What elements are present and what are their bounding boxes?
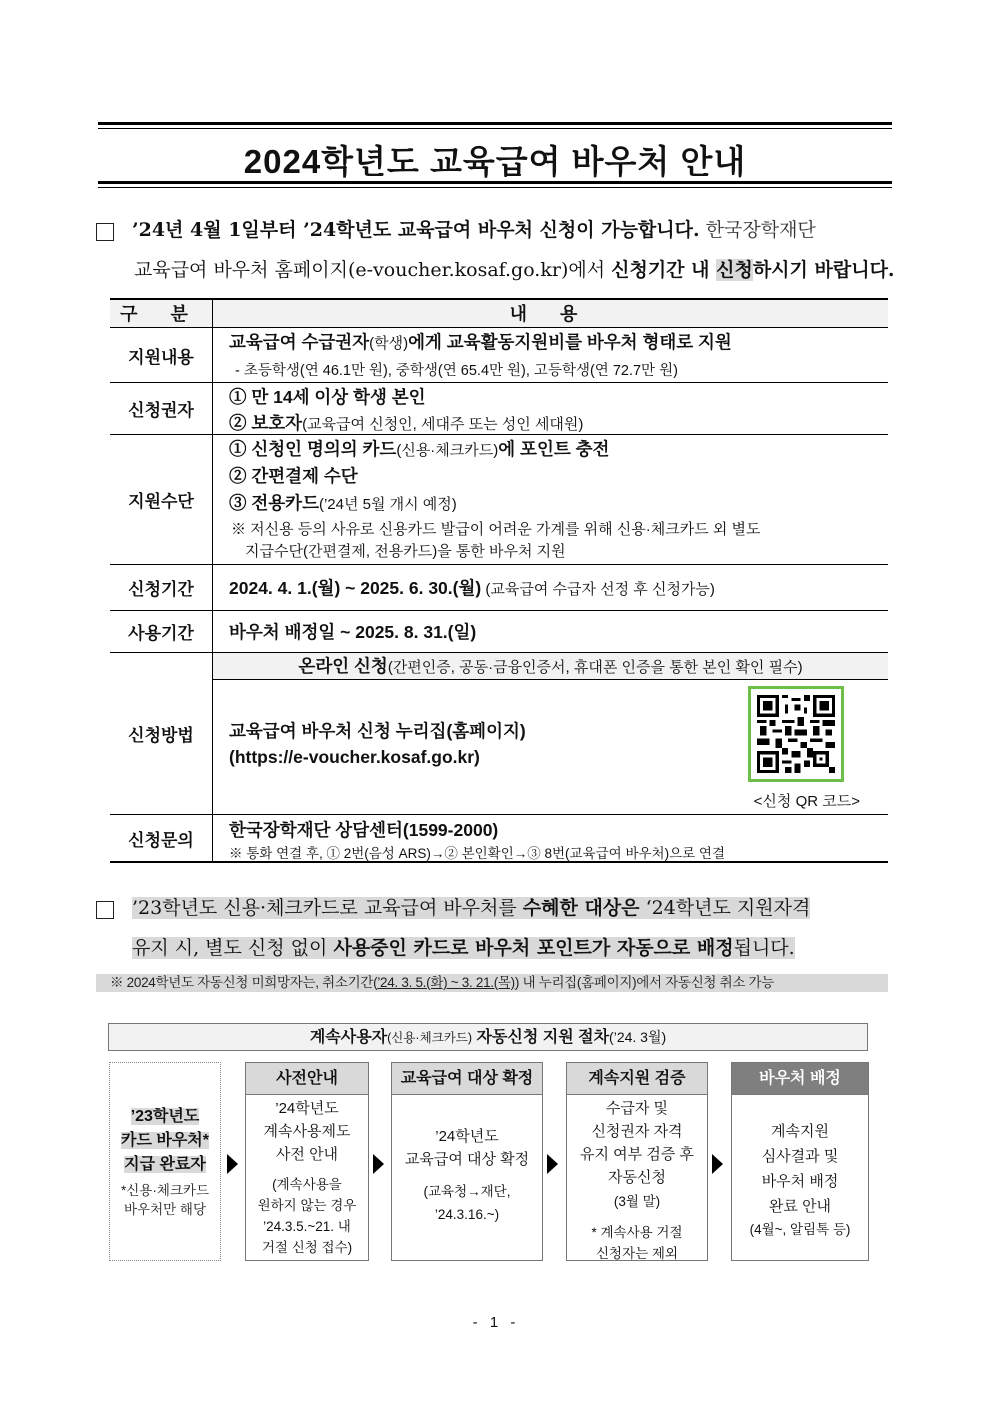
- usage-value: 바우처 배정일 ~ 2025. 8. 31.(일): [229, 622, 477, 642]
- auto-line-1-a: ’23학년도 신용·체크카드로 교육급여 바우처를: [132, 897, 523, 919]
- cancel-note-post: ) 내 누리집(홈페이지)에서 자동신청 취소 가능: [514, 975, 775, 990]
- info-table: [110, 298, 888, 863]
- row-label: 신청방법: [110, 653, 213, 814]
- means-item-1-bold: ① 신청인 명의의 카드: [229, 439, 397, 459]
- step-note: 거절 신청 접수): [261, 1240, 353, 1255]
- support-main-bold-2: 에게 교육활동지원비를 바우처 형태로 지원: [408, 332, 732, 352]
- auto-line-1-highlight: [132, 897, 810, 919]
- title-rule-top: [98, 122, 892, 125]
- row-usage: [110, 611, 888, 653]
- header-category: 구 분: [110, 300, 213, 327]
- title-rule-bottom-thin: [98, 187, 892, 188]
- title-rule-top-thin: [98, 128, 892, 129]
- start-note-1: *신용·체크카드: [121, 1183, 209, 1198]
- auto-line-2-a: 유지 시, 별도 신청 없이: [132, 937, 334, 959]
- title-rule-bottom: [98, 181, 892, 184]
- means-item-1: [229, 436, 609, 461]
- process-title: [108, 1023, 868, 1051]
- process-step-2: [391, 1062, 543, 1261]
- step-line: 계속지원: [771, 1123, 829, 1140]
- step-header: 계속지원 검증: [567, 1063, 707, 1095]
- step-line: 사전 안내: [275, 1146, 339, 1163]
- intro-line2-bold-tail: 하시기 바랍니다.: [752, 259, 895, 281]
- row-label: 신청기간: [110, 565, 213, 610]
- row-label: 신청문의: [110, 815, 213, 861]
- row-content: [213, 383, 888, 434]
- row-content: [213, 565, 888, 610]
- intro-line-2: [134, 252, 895, 288]
- auto-paragraph: [96, 890, 896, 966]
- step-note: (교육청→재단,: [423, 1184, 511, 1199]
- applicant-item-2: [229, 410, 583, 435]
- means-note-2: 지급수단(간편결제, 전용카드)을 통한 바우처 지원: [245, 543, 566, 560]
- support-sub: - 초등학생(연 46.1만 원), 중학생(연 65.4만 원), 고등학생(연 72.7만 원): [235, 363, 678, 379]
- row-inquiry: [110, 815, 888, 861]
- step-line: ’24학년도: [275, 1100, 339, 1117]
- qr-code-graphic: [757, 695, 835, 773]
- page-number: - 1 -: [472, 1314, 520, 1331]
- step-line: 바우처 배정: [761, 1173, 839, 1190]
- process-title-bold: 계속사용자: [309, 1029, 388, 1046]
- step-line: 수급자 및: [605, 1100, 669, 1117]
- step-body: [392, 1095, 542, 1225]
- applicant-item-2-small: (교육급여 신청인, 세대주 또는 성인 세대원): [302, 416, 584, 433]
- row-content: [213, 611, 888, 652]
- step-header: 사전안내: [246, 1063, 368, 1095]
- qr-caption: <신청 QR 코드>: [753, 793, 860, 810]
- auto-line-2-c: 됩니다.: [733, 937, 795, 959]
- step-line: 신청권자 자격: [591, 1123, 683, 1140]
- step-note: (4월~, 알림톡 등): [749, 1222, 851, 1237]
- intro-line-1: [132, 212, 816, 248]
- support-main: [229, 329, 732, 354]
- start-line-1: [110, 1105, 220, 1129]
- intro-paragraph: [96, 212, 896, 284]
- step-line: 계속사용제도: [263, 1123, 351, 1140]
- intro-bold-text: ’24년 4월 1일부터 ’24학년도 교육급여 바우처 신청이 가능합니다.: [132, 219, 700, 241]
- process-step-1: [245, 1062, 369, 1261]
- auto-line-1-c: ‘24학년도 지원자격: [639, 897, 811, 919]
- period-note: (교육급여 수급자 선정 후 신청가능): [481, 581, 715, 598]
- cancel-note: [96, 974, 888, 992]
- means-item-3-small: (’24년 5월 개시 예정): [318, 496, 457, 513]
- inquiry-note: ※ 통화 연결 후, ① 2번(음성 ARS)→② 본인확인→③ 8번(교육급여 바우처)으로 연결: [229, 846, 725, 861]
- step-line: 완료 안내: [768, 1198, 832, 1215]
- method-body: [213, 680, 888, 814]
- step-body: [732, 1095, 868, 1240]
- process-title-tail: (’24. 3월): [609, 1029, 667, 1045]
- applicant-item-1: ① 만 14세 이상 학생 본인: [229, 387, 426, 407]
- means-item-1-small: (신용·체크카드): [396, 442, 499, 459]
- support-main-small: (학생): [369, 335, 409, 352]
- step-note: * 계속사용 거절: [591, 1225, 683, 1240]
- process-step-3: [566, 1062, 708, 1261]
- row-applicant: [110, 383, 888, 435]
- title-block: [98, 122, 892, 190]
- auto-line-2-highlight: [132, 937, 795, 959]
- step-note: (3월 말): [613, 1194, 661, 1209]
- method-online-bold: 온라인 신청: [298, 656, 388, 676]
- arrow-right-icon: [227, 1154, 238, 1174]
- qr-code-icon[interactable]: [748, 686, 844, 782]
- means-item-3: [229, 490, 457, 515]
- process-start-box: [109, 1062, 221, 1261]
- means-item-1-bold-2: 에 포인트 충전: [498, 439, 610, 459]
- start-line-2-text: 카드 바우처*: [121, 1132, 209, 1149]
- auto-line-2: [132, 930, 795, 966]
- row-label: 지원수단: [110, 435, 213, 564]
- step-note: ’24.3.5.~21. 내: [263, 1219, 351, 1234]
- period-value: [229, 575, 715, 600]
- arrow-right-icon: [712, 1154, 723, 1174]
- start-note-2: 바우처만 해당: [124, 1202, 206, 1217]
- checkbox-icon: [96, 901, 114, 919]
- auto-line-1: [132, 890, 810, 926]
- auto-line-2-bold: 사용중인 카드로 바우처 포인트가 자동으로 배정: [333, 937, 734, 959]
- step-line: ’24학년도: [435, 1128, 499, 1145]
- row-content: [213, 653, 888, 814]
- method-site-name: 교육급여 바우처 신청 누리집(홈페이지): [229, 721, 526, 741]
- intro-rest-text: 한국장학재단: [699, 219, 816, 241]
- method-online-note: (간편인증, 공동·금융인증서, 휴대폰 인증을 통한 본인 확인 필수): [387, 659, 803, 676]
- applicant-item-2-bold: ② 보호자: [229, 413, 303, 433]
- step-body: [567, 1095, 707, 1264]
- row-content: [213, 435, 888, 564]
- arrow-right-icon: [373, 1154, 384, 1174]
- step-line: 심사결과 및: [761, 1148, 839, 1165]
- intro-line2-pre: 교육급여 바우처 홈페이지(e-voucher.kosaf.go.kr)에서: [134, 259, 612, 281]
- start-line-3-text: 지급 완료자: [124, 1156, 206, 1173]
- row-content: [213, 815, 888, 861]
- row-label: 사용기간: [110, 611, 213, 652]
- period-dates: 2024. 4. 1.(월) ~ 2025. 6. 30.(월): [229, 578, 482, 598]
- step-line: 유지 여부 검증 후: [580, 1146, 694, 1163]
- process-step-4: [731, 1062, 869, 1261]
- step-header: 바우처 배정: [732, 1063, 868, 1095]
- page-title: 2024학년도 교육급여 바우처 안내: [243, 143, 747, 180]
- cancel-note-pre: ※ 2024학년도 자동신청 미희망자는, 취소기간(: [110, 975, 378, 990]
- step-note: 신청자는 제외: [596, 1246, 678, 1261]
- start-line-3: [110, 1153, 220, 1177]
- support-main-bold: 교육급여 수급권자: [229, 332, 370, 352]
- row-label: 신청권자: [110, 383, 213, 434]
- step-line: 교육급여 대상 확정: [404, 1151, 530, 1168]
- step-note: ’24.3.16.~): [434, 1207, 500, 1222]
- checkbox-icon: [96, 223, 114, 241]
- means-item-3-bold: ③ 전용카드: [229, 493, 319, 513]
- auto-line-1-bold: 수혜한 대상은: [522, 897, 640, 919]
- start-line-1-text: ’23학년도: [130, 1108, 200, 1125]
- process-title-bold-2: 자동신청 지원 절차: [472, 1029, 610, 1046]
- step-note: (계속사용을: [272, 1177, 342, 1192]
- intro-line2-bold: 신청기간 내: [611, 259, 717, 281]
- row-period: [110, 565, 888, 611]
- row-method: [110, 653, 888, 815]
- row-means: [110, 435, 888, 565]
- header-content: 내 용: [509, 303, 592, 324]
- method-online-banner: [213, 653, 888, 680]
- step-body: [246, 1095, 368, 1258]
- step-line: 자동신청: [608, 1169, 666, 1186]
- cancel-note-period: ’24. 3. 5.(화) ~ 3. 21.(목): [377, 975, 515, 990]
- start-line-2: [110, 1129, 220, 1153]
- arrow-right-icon: [547, 1154, 558, 1174]
- row-label: 지원내용: [110, 328, 213, 382]
- table-header-row: [110, 300, 888, 328]
- row-content: [213, 328, 888, 382]
- method-site-url[interactable]: (https://e-voucher.kosaf.go.kr): [229, 747, 480, 767]
- step-header: 교육급여 대상 확정: [392, 1063, 542, 1095]
- inquiry-center: 한국장학재단 상담센터(1599-2000): [229, 820, 499, 840]
- means-item-2: ② 간편결제 수단: [229, 466, 358, 486]
- process-title-small: (신용·체크카드): [387, 1031, 473, 1045]
- row-support: [110, 328, 888, 383]
- step-note: 원하지 않는 경우: [257, 1198, 357, 1213]
- means-note-1: ※ 저신용 등의 사유로 신용카드 발급이 어려운 가계를 위해 신용·체크카드 외 별도: [231, 521, 761, 538]
- intro-line2-highlight: 신청: [716, 259, 753, 281]
